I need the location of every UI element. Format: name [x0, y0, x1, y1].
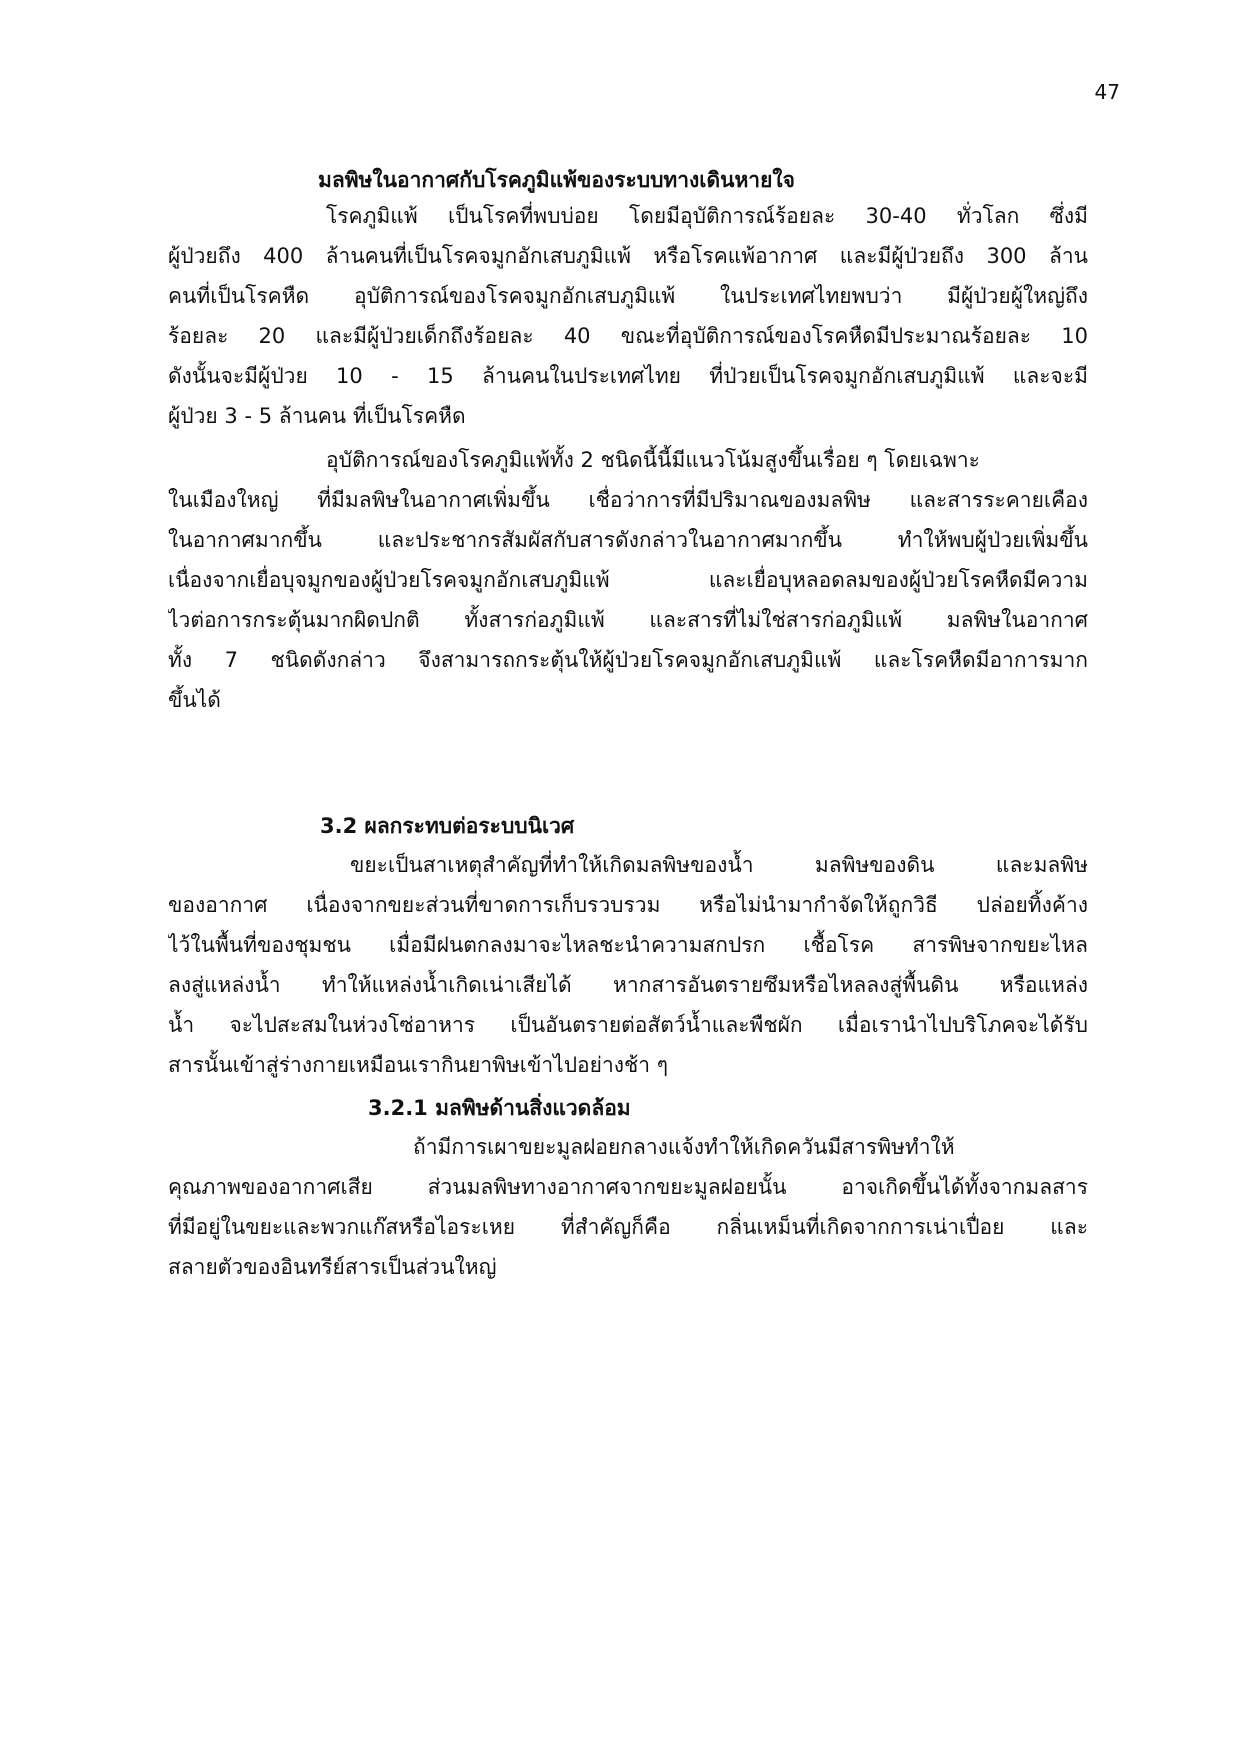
section-heading-environment — [168, 1088, 1088, 1128]
paragraph-waste-pollution — [168, 845, 1088, 1085]
heading-text: 3.2 ผลกระทบต่อระบบนิเวศ — [320, 814, 575, 838]
paragraph-line: ถ้ามีการเผาขยะมูลฝอยกลางแจ้งทำให้เกิดควันมีสารพิษทำให้ — [413, 1135, 955, 1159]
paragraph-line: ลงสู่แหล่งน้ำ ทำให้แหล่งน้ำเกิดเน่าเสียได้ หากสารอันตรายซึมหรือไหลลงสู่พื้นดิน หรือแหล่ง — [168, 973, 1088, 997]
paragraph-line: สารนั้นเข้าสู่ร่างกายเหมือนเรากินยาพิษเข้าไปอย่างช้า ๆ — [168, 1053, 668, 1077]
paragraph-line: คนที่เป็นโรคหืด อุบัติการณ์ของโรคจมูกอักเสบภูมิแพ้ ในประเทศไทยพบว่า มีผู้ป่วยผู้ใหญ่ถึง — [168, 284, 1088, 308]
paragraph-line: ของอากาศ เนื่องจากขยะส่วนที่ขาดการเก็บรวบรวม หรือไม่นำมากำจัดให้ถูกวิธี ปล่อยทิ้งค้าง — [168, 893, 1088, 917]
paragraph-burning-waste — [168, 1127, 1088, 1287]
paragraph-line: ที่มีอยู่ในขยะและพวกแก๊สหรือไอระเหย ที่สำคัญก็คือ กลิ่นเหม็นที่เกิดจากการเน่าเปื่อย และ — [168, 1215, 1088, 1239]
paragraph-line: ในเมืองใหญ่ ที่มีมลพิษในอากาศเพิ่มขึ้น เชื่อว่าการที่มีปริมาณของมลพิษ และสารระคายเคือง — [168, 488, 1088, 512]
paragraph-allergy-trend — [168, 440, 1088, 720]
paragraph-line: ผู้ป่วย 3 - 5 ล้านคน ที่เป็นโรคหืด — [168, 404, 466, 428]
page-number: 47 — [1094, 80, 1120, 104]
paragraph-line: ไวต่อการกระตุ้นมากผิดปกติ ทั้งสารก่อภูมิแพ้ และสารที่ไม่ใช่สารก่อภูมิแพ้ มลพิษในอากาศ — [168, 608, 1088, 632]
paragraph-line: เนื่องจากเยื่อบุจมูกของผู้ป่วยโรคจมูกอักเสบภูมิแพ้ และเยื่อบุหลอดลมของผู้ป่วยโรคหืดมีความ — [168, 568, 1088, 592]
heading-text: 3.2.1 มลพิษด้านสิ่งแวดล้อม — [368, 1096, 631, 1120]
paragraph-line: ขึ้นได้ — [168, 688, 221, 712]
paragraph-line: น้ำ จะไปสะสมในห่วงโซ่อาหาร เป็นอันตรายต่อสัตว์น้ำและพืชผัก เมื่อเรานำไปบริโภคจะได้รับ — [168, 1013, 1088, 1037]
paragraph-line: คุณภาพของอากาศเสีย ส่วนมลพิษทางอากาศจากขยะมูลฝอยนั้น อาจเกิดขึ้นได้ทั้งจากมลสาร — [168, 1175, 1088, 1199]
paragraph-allergy-incidence — [168, 196, 1088, 436]
paragraph-line: โรคภูมิแพ้ เป็นโรคที่พบบ่อย โดยมีอุบัติการณ์ร้อยละ 30-40 ทั่วโลก ซึ่งมี — [326, 204, 1088, 228]
paragraph-line: ไว้ในพื้นที่ของชุมชน เมื่อมีฝนตกลงมาจะไหลชะนำความสกปรก เชื้อโรค สารพิษจากขยะไหล — [168, 933, 1088, 957]
paragraph-line: อุบัติการณ์ของโรคภูมิแพ้ทั้ง 2 ชนิดนี้นี้มีแนวโน้มสูงขึ้นเรื่อย ๆ โดยเฉพาะ — [326, 448, 980, 472]
paragraph-line: ขยะเป็นสาเหตุสำคัญที่ทำให้เกิดมลพิษของน้ำ มลพิษของดิน และมลพิษ — [350, 853, 1088, 877]
paragraph-line: ดังนั้นจะมีผู้ป่วย 10 - 15 ล้านคนในประเทศไทย ที่ป่วยเป็นโรคจมูกอักเสบภูมิแพ้ และจะมี — [168, 364, 1088, 388]
paragraph-line: ทั้ง 7 ชนิดดังกล่าว จึงสามารถกระตุ้นให้ผู้ป่วยโรคจมูกอักเสบภูมิแพ้ และโรคหืดมีอาการมาก — [168, 648, 1088, 672]
section-heading-ecosystem — [168, 806, 1088, 846]
paragraph-line: สลายตัวของอินทรีย์สารเป็นส่วนใหญ่ — [168, 1255, 497, 1279]
heading-text: มลพิษในอากาศกับโรคภูมิแพ้ของระบบทางเดินหายใจ — [318, 168, 795, 192]
paragraph-line: ผู้ป่วยถึง 400 ล้านคนที่เป็นโรคจมูกอักเสบภูมิแพ้ หรือโรคแพ้อากาศ และมีผู้ป่วยถึง 300 ล้าน — [168, 244, 1088, 268]
section-heading-air-pollution — [168, 160, 1088, 200]
paragraph-line: ร้อยละ 20 และมีผู้ป่วยเด็กถึงร้อยละ 40 ขณะที่อุบัติการณ์ของโรคหืดมีประมาณร้อยละ 10 — [168, 324, 1088, 348]
paragraph-line: ในอากาศมากขึ้น และประชากรสัมผัสกับสารดังกล่าวในอากาศมากขึ้น ทำให้พบผู้ป่วยเพิ่มขึ้น — [168, 528, 1088, 552]
